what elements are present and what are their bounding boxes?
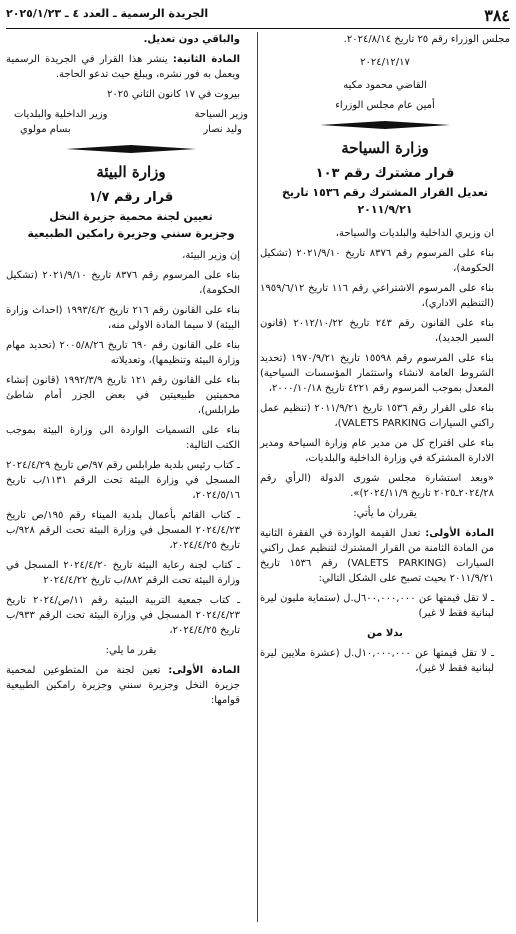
decision-title-line: تعيين لجنة محمية جزيرة النخل	[49, 210, 213, 223]
bullet-item: ـ لا تقل قيمتها عن ١٠,٠٠٠,٠٠٠ل.ل (عشرة ملايين ليرة لبنانية فقط لا غير)،	[260, 648, 494, 674]
decision-number: قرار رقم ١/٧	[88, 189, 174, 205]
article-1	[260, 526, 510, 586]
signer-name: القاضي محمود مكيه	[343, 80, 427, 91]
recital: بناء على التسميات الواردة الى وزارة البيئة بموجب الكتب التالية:	[6, 425, 240, 451]
article-label: المادة الأولى:	[168, 665, 240, 676]
decide-line: يقرران ما يأتي:	[353, 508, 417, 519]
signer-name: وليد نصار	[203, 124, 242, 135]
recital: بناء على القانون رقم ٢٤٣ تاريخ ٢٠١٢/١٠/٢٢ (قانون السير الجديد)،	[260, 318, 494, 344]
gazette-title: الجريدة الرسمية ـ العدد ٤ ـ ٢٠٢٥/١/٢٣	[6, 7, 209, 20]
signature-names	[6, 122, 256, 137]
article-1	[6, 663, 256, 708]
decides-line: يقرر ما يلي:	[105, 645, 157, 656]
section-separator	[260, 121, 510, 129]
article-text: ينشر هذا القرار في الجريدة الرسمية ويعمل به فور نشره، ويبلغ حيث تدعو الحاجة.	[6, 54, 240, 80]
decision-title: تعديل القرار المشترك رقم ١٥٣٦ تاريخ ٢٠١١/٩/٢١	[281, 186, 489, 216]
recital: «وبعد استشارة مجلس شورى الدولة (الرأي رقم ٢٠٢٤/٢٨ـ٢٠٢٥ تاريخ ٢٠٢٤/١١/٩)».	[260, 473, 494, 499]
letter-item: ـ كتاب القائم بأعمال بلدية الميناء رقم ١٩٥/ص تاريخ ٢٠٢٤/٤/٢٣ المسجل في وزارة البيئة تحت الرقم ٩٢٨/ب تاريخ ٢٠٢٤/٤/٢٥،	[6, 510, 240, 551]
signature-date: ٢٠٢٤/١٢/١٧	[360, 57, 410, 68]
letter-item: ـ كتاب جمعية التربية البيئية رقم ١١/ص/٢٠٢٤ تاريخ ٢٠٢٤/٤/٢٣ المسجل في وزارة البيئة تحت الرقم ٩٣٣/ب تاريخ ٢٠٢٤/٤/٢٥،	[6, 595, 241, 636]
letter-item: ـ كتاب رئيس بلدية طرابلس رقم ٩٧/ص تاريخ ٢٠٢٤/٤/٢٩ المسجل في وزارة البيئة تحت الرقم ١١٣١/ب تاريخ ٢٠٢٤/٥/١٦،	[6, 460, 241, 501]
ministry-heading: وزارة البيئة	[96, 163, 166, 181]
preamble: إن وزير البيئة،	[182, 250, 240, 261]
decision-number: قرار مشترك رقم ١٠٣	[315, 165, 455, 181]
article-label: المادة الأولى:	[425, 528, 495, 539]
header-rule	[6, 28, 510, 29]
article-text: تعين لجنة من المتطوعين لمحمية جزيرة النخل وجزيرة سنني وجزيرة رامكين الطبيعية قوامها:	[6, 665, 240, 706]
recital: بناء على المرسوم رقم ٨٣٧٦ تاريخ ٢٠٢١/٩/١٠ (تشكيل الحكومة)،	[6, 270, 240, 296]
recital: بناء على القانون رقم ١٢١ تاريخ ١٩٩٢/٣/٩ (قانون إنشاء محميتين طبيعيتين في بعض الجزر أمام شاطئ طرابلس)،	[6, 375, 240, 416]
letter-item: ـ كتاب لجنة رعاية البيئة تاريخ ٢٠٢٤/٤/٢٠ المسجل في وزارة البيئة تحت الرقم ٨٨٢/ب تاريخ ٢٠٢٤/٤/٢٢	[6, 560, 240, 586]
right-column	[260, 32, 510, 681]
article-2	[6, 52, 256, 82]
page-header	[6, 4, 510, 28]
column-divider	[257, 32, 258, 922]
bullet-item: ـ لا تقل قيمتها عن ٦٠٠,٠٠٠,٠٠٠ل.ل (ستماية مليون ليرة لبنانية فقط لا غير)	[260, 593, 494, 619]
signer-title: أمين عام مجلس الوزراء	[335, 100, 435, 111]
place-date: بيروت في ١٧ كانون الثاني ٢٠٢٥	[107, 89, 240, 100]
signer-title: وزير السياحة	[194, 109, 248, 120]
recital: بناء على المرسوم رقم ٨٣٧٦ تاريخ ٢٠٢١/٩/١٠ (تشكيل الحكومة)،	[260, 248, 494, 274]
signer-title: وزير الداخلية والبلديات	[14, 109, 108, 120]
recital: بناء على القانون رقم ٦٩٠ تاريخ ٢٠٠٥/٨/٢٦ (تحديد مهام وزارة البيئة وتنظيمها)، وتعديلاته	[6, 340, 240, 366]
section-separator	[6, 145, 256, 153]
ministry-heading: وزارة السياحة	[341, 139, 429, 157]
signature-titles	[6, 107, 256, 122]
rest-unchanged: والباقي دون تعديل.	[143, 34, 240, 45]
previous-text-end: مجلس الوزراء رقم ٢٥ تاريخ ٢٠٢٤/٨/١٤.	[343, 34, 510, 45]
article-label: المادة الثانية:	[172, 54, 240, 65]
recital: بناء على القانون رقم ٢١٦ تاريخ ١٩٩٣/٤/٢ (احداث وزارة البيئة) لا سيما المادة الاولى منه،	[6, 305, 240, 331]
recital: بناء على المرسوم الاشتراعي رقم ١١٦ تاريخ ١٩٥٩/٦/١٢ (التنظيم الاداري)،	[260, 283, 494, 309]
preamble: ان وزيري الداخلية والبلديات والسياحة،	[335, 228, 494, 239]
signer-name: بسام مولوي	[20, 124, 71, 135]
recital: بناء على المرسوم رقم ١٥٥٩٨ تاريخ ١٩٧٠/٩/٢١ (تحديد الشروط العامة لانشاء واستثمار المؤسسات السياحية) المعدل بموجب المرسوم رقم ٤٢٢١ تاريخ ٢٠٠٠/١٠/١٨،	[260, 353, 494, 394]
decision-title	[6, 209, 256, 242]
article-text: تعدل القيمة الواردة في الفقرة الثانية من المادة الثامنة من القرار المشترك لتنظيم عمل راكني السيارات (VALETS PARKING) رقم ١٥٣٦ تاريخ ٢٠١١/٩/٢١ بحيث تصبح على الشكل التالي:	[260, 528, 495, 584]
decision-title-line: وجزيرة سنني وجزيرة رامكين الطبيعية	[27, 226, 235, 240]
left-column	[6, 32, 256, 713]
instead-of: بدلا من	[367, 628, 403, 639]
recital: بناء على القرار رقم ١٥٣٦ تاريخ ٢٠١١/٩/٢١ (تنظيم عمل راكني السيارات VALETS PARKING)،	[260, 403, 495, 429]
recital: بناء على اقتراح كل من مدير عام وزارة السياحة ومدير الادارة المشتركة في وزارة الداخلية والبلديات،	[260, 438, 494, 464]
page-number: ٣٨٤	[484, 6, 510, 25]
